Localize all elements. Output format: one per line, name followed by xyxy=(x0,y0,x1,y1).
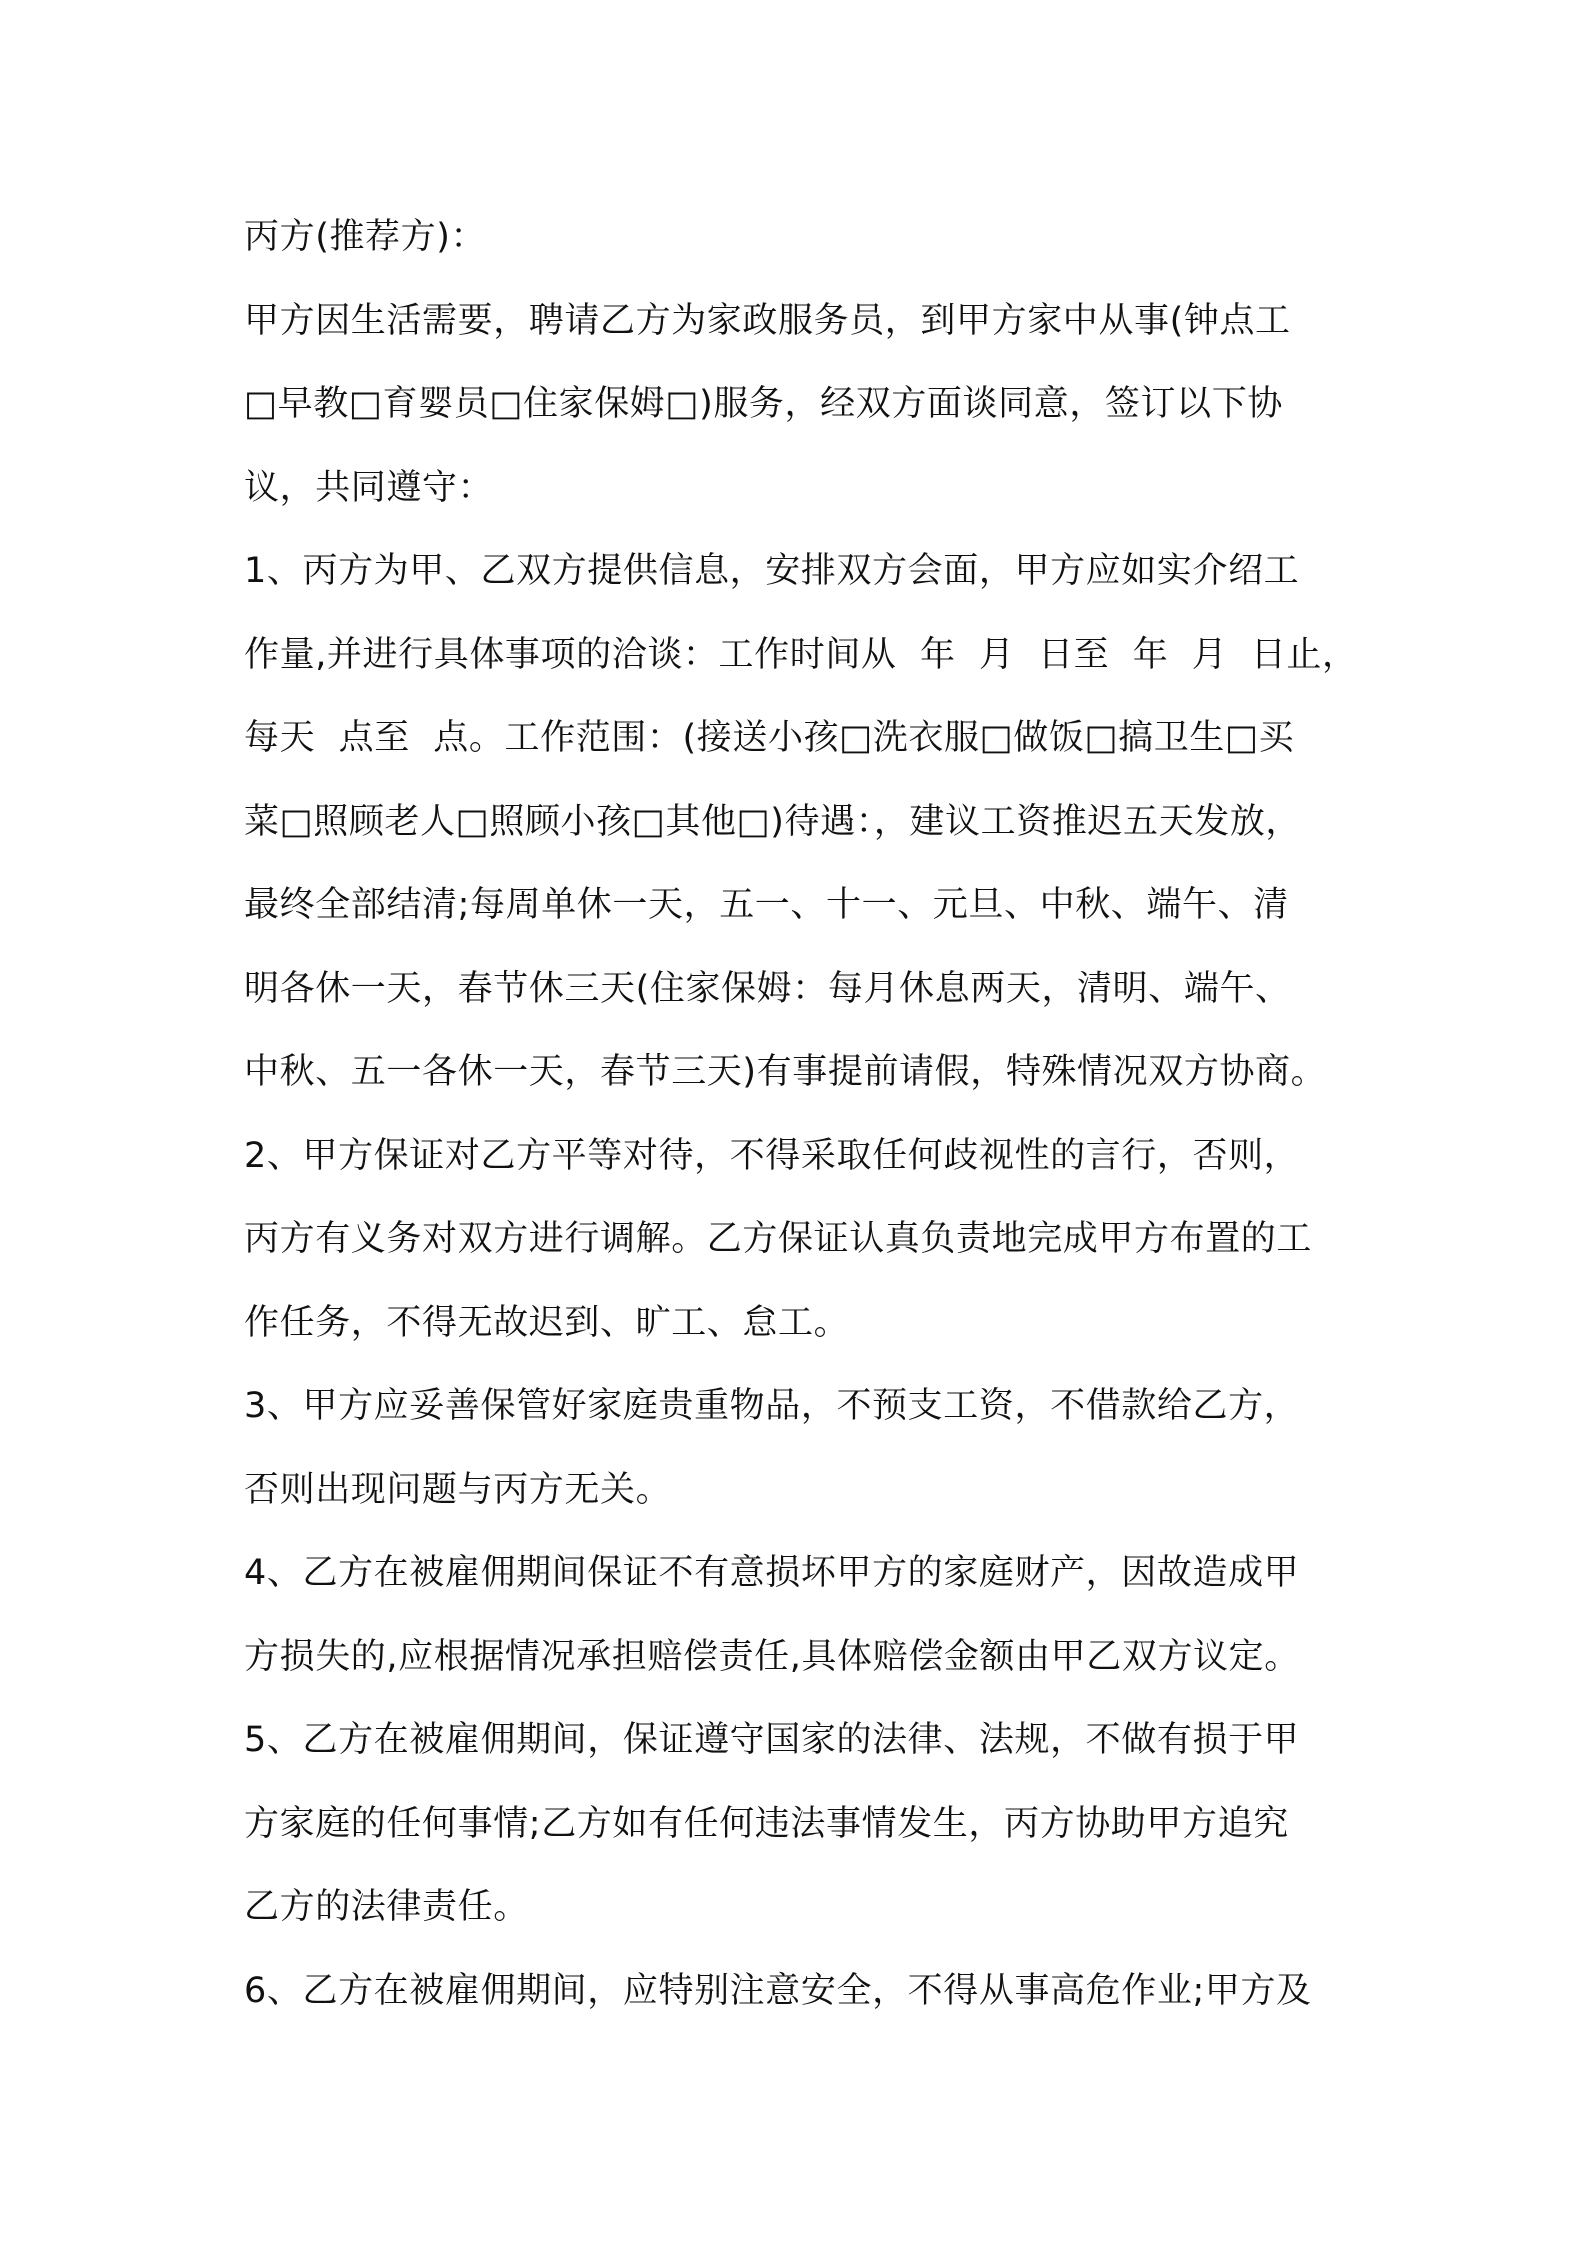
clause-4-line: 4、乙方在被雇佣期间保证不有意损坏甲方的家庭财产，因故造成甲 xyxy=(244,1553,1300,1593)
clause-1-line: 最终全部结清;每周单休一天，五一、十一、元旦、中秋、端午、清 xyxy=(244,885,1289,925)
clause-1-line: 每天 点至 点。工作范围：(接送小孩□洗衣服□做饭□搞卫生□买 xyxy=(244,718,1295,758)
clause-1-line: 1、丙方为甲、乙双方提供信息，安排双方会面，甲方应如实介绍工 xyxy=(244,551,1300,591)
text-line-party-c: 丙方(推荐方)： xyxy=(244,217,487,257)
clause-2-line: 丙方有义务对双方进行调解。乙方保证认真负责地完成甲方布置的工 xyxy=(244,1219,1313,1259)
text-line: □早教□育婴员□住家保姆□)服务，经双方面谈同意，签订以下协 xyxy=(244,384,1283,424)
clause-3-line: 3、甲方应妥善保管好家庭贵重物品，不预支工资，不借款给乙方， xyxy=(244,1386,1300,1426)
clause-5-line: 方家庭的任何事情;乙方如有任何违法事情发生，丙方协助甲方追究 xyxy=(244,1803,1289,1844)
clause-6-line: 6、乙方在被雇佣期间，应特别注意安全，不得从事高危作业;甲方及 xyxy=(244,1970,1312,2011)
clause-2-line: 作任务，不得无故迟到、旷工、怠工。 xyxy=(244,1302,850,1343)
clause-1-line: 菜□照顾老人□照顾小孩□其他□)待遇：，建议工资推迟五天发放， xyxy=(244,801,1302,842)
clause-4-line: 方损失的,应根据情况承担赔偿责任,具体赔偿金额由甲乙双方议定。 xyxy=(244,1636,1300,1677)
clause-1-line: 明各休一天，春节休三天(住家保姆：每月休息两天，清明、端午、 xyxy=(244,968,1291,1009)
clause-5-line: 乙方的法律责任。 xyxy=(244,1887,529,1927)
clause-3-line: 否则出现问题与丙方无关。 xyxy=(244,1469,672,1510)
clause-1-line: 中秋、五一各休一天，春节三天)有事提前请假，特殊情况双方协商。 xyxy=(244,1052,1327,1092)
clause-1-line: 作量,并进行具体事项的洽谈：工作时间从 年 月 日至 年 月 日止， xyxy=(244,634,1358,675)
clause-5-line: 5、乙方在被雇佣期间，保证遵守国家的法律、法规，不做有损于甲 xyxy=(244,1720,1300,1760)
clause-2-line: 2、甲方保证对乙方平等对待，不得采取任何歧视性的言行，否则， xyxy=(244,1135,1300,1176)
text-line: 甲方因生活需要，聘请乙方为家政服务员，到甲方家中从事(钟点工 xyxy=(244,300,1291,341)
document-body xyxy=(244,196,1358,2033)
text-line: 议，共同遵守： xyxy=(244,467,494,508)
